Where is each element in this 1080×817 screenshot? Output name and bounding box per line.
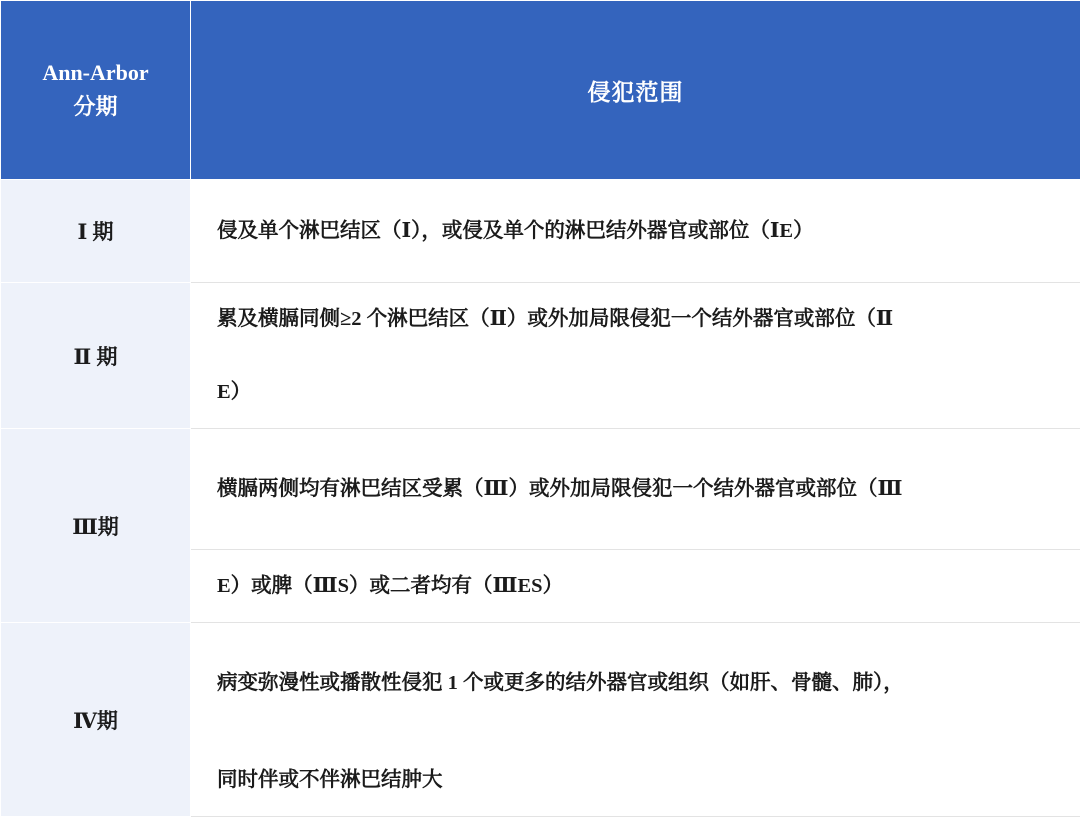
scope-text-4b: 同时伴或不伴淋巴结肿大 xyxy=(191,744,1080,817)
table-row xyxy=(1,429,1080,550)
scope-text-3a: 横膈两侧均有淋巴结区受累（Ⅲ）或外加局限侵犯一个结外器官或部位（Ⅲ xyxy=(191,429,1080,550)
header-scope-cell: 侵犯范围 xyxy=(191,1,1080,180)
scope-text-1: 侵及单个淋巴结区（Ⅰ），或侵及单个的淋巴结外器官或部位（ⅠE） xyxy=(191,180,1080,283)
table-row xyxy=(1,283,1080,356)
table-row xyxy=(1,623,1080,744)
header-row xyxy=(1,1,1080,180)
table-header xyxy=(1,1,1080,180)
stage-label-2: Ⅱ 期 xyxy=(1,283,191,429)
stage-label-3: Ⅲ期 xyxy=(1,429,191,623)
table-row xyxy=(1,180,1080,283)
scope-text-3b: E）或脾（ⅢS）或二者均有（ⅢES） xyxy=(191,550,1080,623)
scope-text-4a: 病变弥漫性或播散性侵犯 1 个或更多的结外器官或组织（如肝、骨髓、肺）， xyxy=(191,623,1080,744)
scope-text-2a: 累及横膈同侧≥2 个淋巴结区（Ⅱ）或外加局限侵犯一个结外器官或部位（Ⅱ xyxy=(191,283,1080,356)
header-stage-line1: Ann-Arbor xyxy=(9,56,182,90)
stage-label-4: Ⅳ期 xyxy=(1,623,191,817)
table-body xyxy=(1,180,1080,817)
header-stage-line2: 分期 xyxy=(9,90,182,124)
scope-text-2b: E） xyxy=(191,356,1080,429)
header-stage-cell xyxy=(1,1,191,180)
stage-label-1: Ⅰ 期 xyxy=(1,180,191,283)
